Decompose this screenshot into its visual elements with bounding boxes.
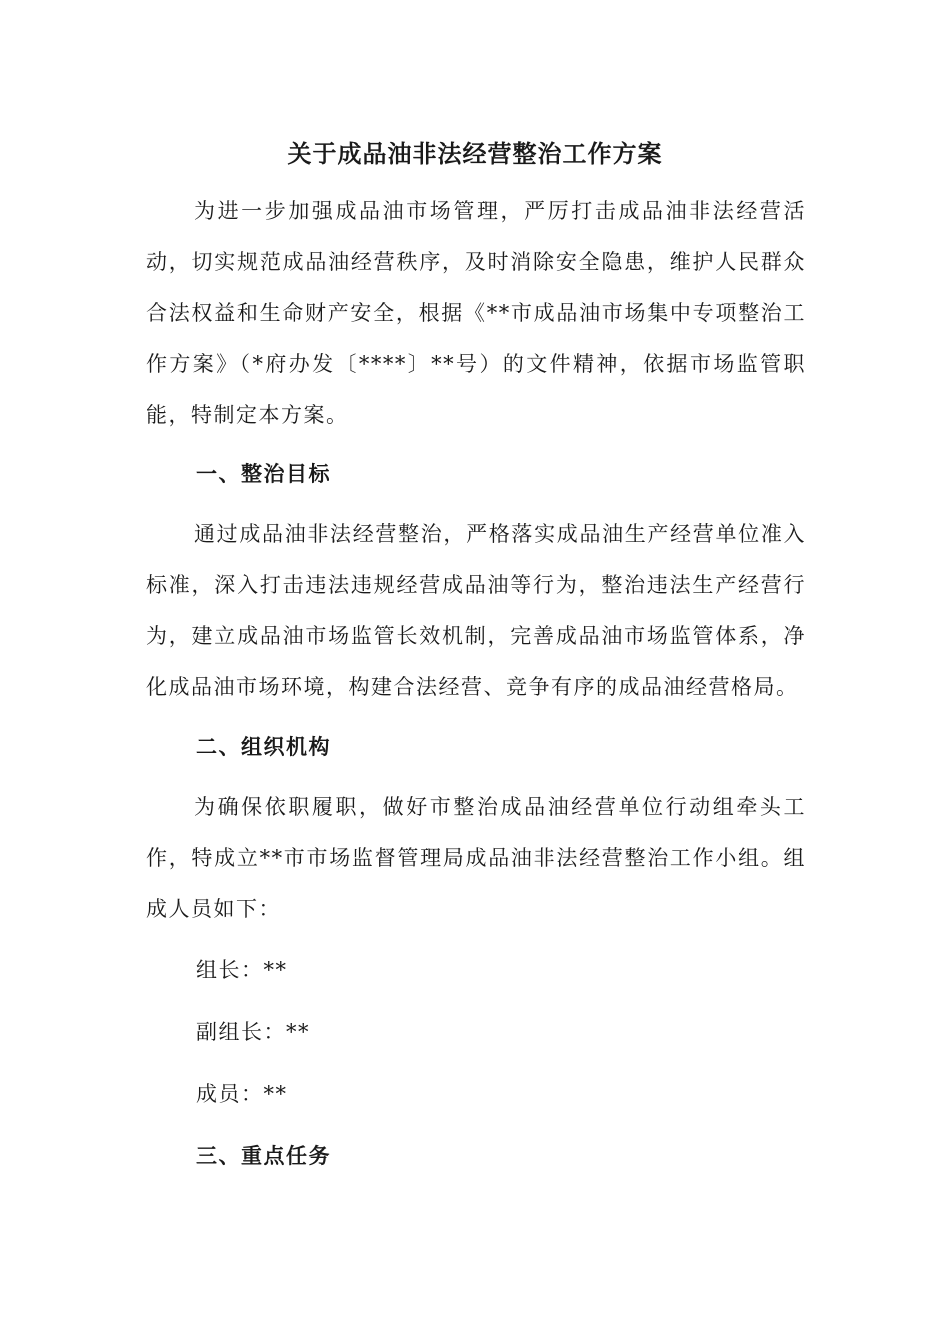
- section-heading-goals: 一、整治目标: [196, 461, 331, 486]
- member-members: 成员：**: [196, 1082, 288, 1106]
- intro-paragraph: 为进一步加强成品油市场管理，严厉打击成品油非法经营活动，切实规范成品油经营秩序，及时消除安全隐患，维护人民群众合法权益和生命财产安全，根据《**市成品油市场集中专项整治工作方案》（*府办发〔****〕**号）的文件精神，依据市场监管职能，特制定本方案。: [146, 199, 806, 427]
- section-heading-key-tasks: 三、重点任务: [196, 1143, 331, 1168]
- section-heading-organization: 二、组织机构: [196, 734, 331, 759]
- member-deputy-leader: 副组长：**: [196, 1020, 310, 1044]
- organization-paragraph: 为确保依职履职，做好市整治成品油经营单位行动组牵头工作，特成立**市市场监督管理局成品油非法经营整治工作小组。组成人员如下：: [146, 795, 806, 921]
- goals-paragraph: 通过成品油非法经营整治，严格落实成品油生产经营单位准入标准，深入打击违法违规经营成品油等行为，整治违法生产经营行为，建立成品油市场监管长效机制，完善成品油市场监管体系，净化成品油市场环境，构建合法经营、竞争有序的成品油经营格局。: [146, 522, 806, 699]
- member-leader: 组长：**: [196, 958, 288, 982]
- document-title: 关于成品油非法经营整治工作方案: [287, 139, 663, 168]
